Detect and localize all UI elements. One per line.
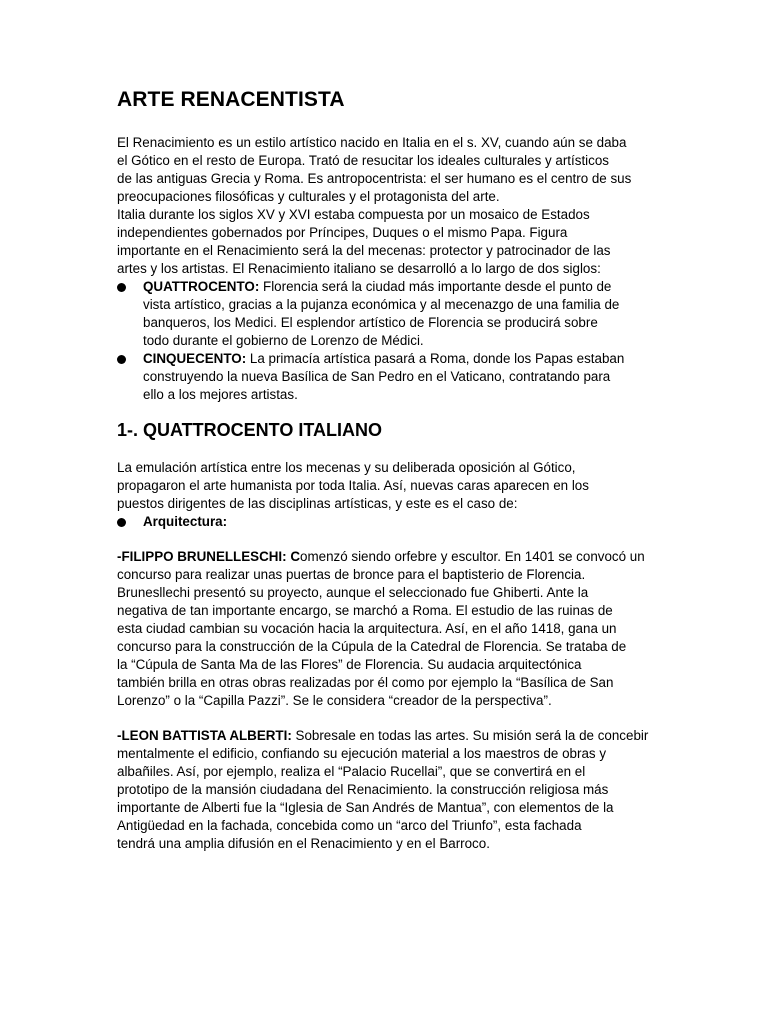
term-text: La primacía artística pasará a Roma, donde los Papas estaban (246, 351, 625, 366)
paragraph-line: negativa de tan importante encargo, se marchó a Roma. El estudio de las ruinas de (117, 603, 613, 618)
intro-line: de las antiguas Grecia y Roma. Es antropocentrista: el ser humano es el centro de sus (117, 171, 632, 186)
paragraph-line: Lorenzo” o la “Capilla Pazzi”. Se le considera “creador de la perspectiva”. (117, 693, 552, 708)
term-text: Sobresale en todas las artes. Su misión será la de concebir (291, 728, 649, 743)
term-label: QUATTROCENTO: (143, 279, 260, 294)
paragraph-line: Brunesllechi presentó su proyecto, aunque el seleccionado fue Ghiberti. Ante la (117, 585, 589, 600)
list-item-first-line (117, 278, 657, 296)
paragraph-line: importante de Alberti fue la “Iglesia de San Andrés de Mantua”, con elementos de la (117, 800, 614, 815)
paragraph-line: prototipo de la mansión ciudadana del Renacimiento. la construcción religiosa más (117, 782, 609, 797)
intro-paragraph (117, 134, 657, 278)
bullet-icon (117, 518, 126, 527)
list-item-line: ello a los mejores artistas. (143, 387, 298, 402)
list-item-first-line (117, 350, 657, 368)
list-item-line: banqueros, los Medici. El esplendor artístico de Florencia se producirá sobre (143, 315, 598, 330)
list-item (117, 350, 657, 404)
paragraph-line: concurso para la construcción de la Cúpula de la Catedral de Florencia. Se trataba de (117, 639, 627, 654)
term-text: Florencia será la ciudad más importante desde el punto de (259, 279, 612, 294)
paragraph-first-line (117, 548, 657, 566)
list-item (117, 513, 657, 531)
brunelleschi-paragraph (117, 548, 657, 710)
paragraph-line: propagaron el arte humanista por toda Italia. Así, nuevas caras aparecen en los (117, 478, 589, 493)
intro-line: Italia durante los siglos XV y XVI estaba compuesta por un mosaico de Estados (117, 207, 590, 222)
paragraph-line: Antigüedad en la fachada, concebida como un “arco del Triunfo”, esta fachada (117, 818, 582, 833)
bullet-icon (117, 355, 126, 364)
paragraph-line: la “Cúpula de Santa Ma de las Flores” de Florencia. Su audacia arquitectónica (117, 657, 582, 672)
page-title: ARTE RENACENTISTA (117, 88, 345, 111)
term-text: omenzó siendo orfebre y escultor. En 1401 se convocó un (300, 549, 645, 564)
list-item (117, 278, 657, 350)
term-label: Arquitectura: (143, 514, 228, 529)
alberti-paragraph (117, 727, 657, 853)
intro-line: el Gótico en el resto de Europa. Trató de resucitar los ideales culturales y artísticos (117, 153, 609, 168)
term-label: -FILIPPO BRUNELLESCHI: C (117, 549, 301, 564)
intro-line: preocupaciones filosóficas y culturales y el protagonista del arte. (117, 189, 500, 204)
period-bullet-list (117, 278, 657, 404)
arquitectura-label (117, 513, 657, 531)
intro-line: independientes gobernados por Príncipes, Duques o el mismo Papa. Figura (117, 225, 568, 240)
term-label: CINQUECENTO: (143, 351, 247, 366)
bullet-icon (117, 283, 126, 292)
section-heading: 1-. QUATTROCENTO ITALIANO (117, 420, 382, 440)
paragraph-line: La emulación artística entre los mecenas y su deliberada oposición al Gótico, (117, 460, 576, 475)
list-item-line: construyendo la nueva Basílica de San Pedro en el Vaticano, contratando para (143, 369, 611, 384)
list-item-line: vista artístico, gracias a la pujanza económica y al mecenazgo de una familia de (143, 297, 620, 312)
term-label: -LEON BATTISTA ALBERTI: (117, 728, 292, 743)
list-item-line: todo durante el gobierno de Lorenzo de Médici. (143, 333, 424, 348)
intro-line: importante en el Renacimiento será la del mecenas: protector y patrocinador de las (117, 243, 611, 258)
intro-line: El Renacimiento es un estilo artístico nacido en Italia en el s. XV, cuando aún se daba (117, 135, 627, 150)
paragraph-line: tendrá una amplia difusión en el Renacimiento y en el Barroco. (117, 836, 490, 851)
section-intro-paragraph (117, 459, 657, 531)
paragraph-line: esta ciudad cambian su vocación hacia la arquitectura. Así, en el año 1418, gana un (117, 621, 617, 636)
paragraph-line: concurso para realizar unas puertas de bronce para el baptisterio de Florencia. (117, 567, 586, 582)
paragraph-line: puestos dirigentes de las disciplinas artísticas, y este es el caso de: (117, 496, 518, 511)
paragraph-first-line (117, 727, 657, 745)
paragraph-line: también brilla en otras obras realizadas por él como por ejemplo la “Basílica de San (117, 675, 614, 690)
intro-line: artes y los artistas. El Renacimiento italiano se desarrolló a lo largo de dos siglos: (117, 261, 601, 276)
paragraph-line: mentalmente el edificio, confiando su ejecución material a los maestros de obras y (117, 746, 607, 761)
paragraph-line: albañiles. Así, por ejemplo, realiza el “Palacio Rucellai”, que se convertirá en el (117, 764, 586, 779)
